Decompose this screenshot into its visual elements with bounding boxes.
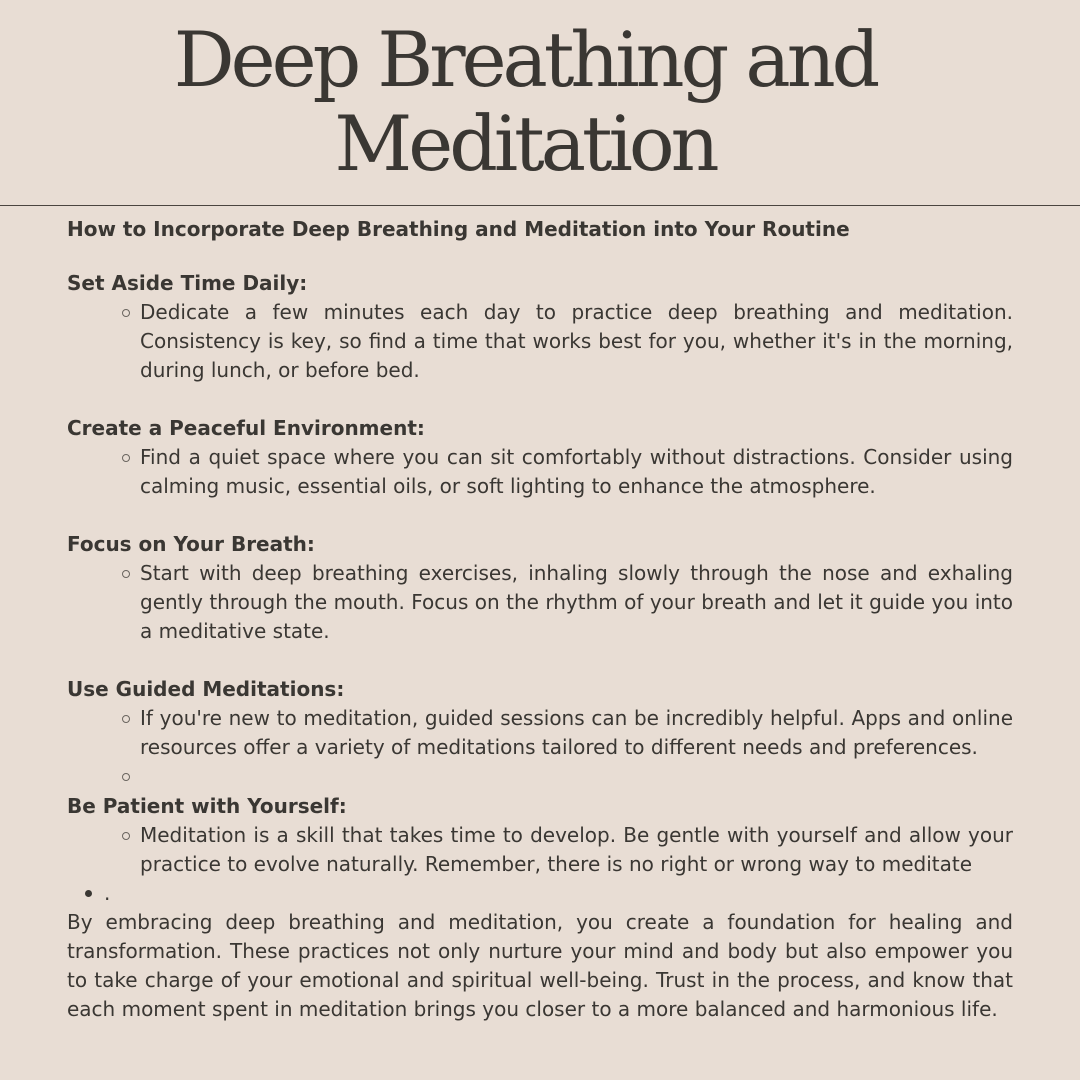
section-focus-breath [67, 529, 1013, 646]
page-title [0, 15, 1050, 188]
list-item-text: Meditation is a skill that takes time to develop. Be gentle with yourself and allow your practice to evolve naturally. Remember, there is no right or wrong way to meditate [140, 823, 1013, 876]
article-body [67, 212, 1013, 1024]
circle-bullet-icon [122, 773, 130, 781]
conclusion-paragraph: By embracing deep breathing and meditation, you create a foundation for healing and transformation. These practices not only nurture your mind and body but also empower you to take charge of your emotional and spiritual well-being. Trust in the process, and know that each moment spent in meditation brings you closer to a more balanced and harmonious life. [67, 910, 1013, 1021]
circle-bullet-icon [122, 309, 130, 317]
circle-bullet-icon [122, 832, 130, 840]
list-item [140, 298, 1013, 385]
section-heading: Set Aside Time Daily: [67, 271, 308, 295]
list-item [140, 559, 1013, 646]
section-list [67, 704, 1013, 791]
list-item [140, 704, 1013, 762]
title-line-1: Deep Breathing and [173, 15, 877, 104]
section-heading: Use Guided Meditations: [67, 677, 345, 701]
title-line-2: Meditation [334, 99, 716, 188]
circle-bullet-icon [122, 715, 130, 723]
section-guided-meditations [67, 674, 1013, 791]
list-item-text: Find a quiet space where you can sit comfortably without distractions. Consider using calming music, essential oils, or soft lighting to enhance the atmosphere. [140, 445, 1013, 498]
section-heading: Focus on Your Breath: [67, 532, 315, 556]
section-list [67, 559, 1013, 646]
list-item [140, 821, 1013, 879]
section-heading: Be Patient with Yourself: [67, 794, 347, 818]
title-divider [0, 205, 1080, 206]
section-list [67, 821, 1013, 879]
section-heading: Create a Peaceful Environment: [67, 416, 425, 440]
list-item-text: Dedicate a few minutes each day to practice deep breathing and meditation. Consistency is key, so find a time that works best for you, whether it's in the morning, during lunch, or before bed. [140, 300, 1013, 382]
list-item-empty [140, 762, 1013, 791]
section-peaceful-environment [67, 413, 1013, 501]
disc-bullet-icon [85, 890, 92, 897]
list-item-text: Start with deep breathing exercises, inhaling slowly through the nose and exhaling gently through the mouth. Focus on the rhythm of your breath and let it guide you into a meditative state. [140, 561, 1013, 643]
circle-bullet-icon [122, 454, 130, 462]
list-item [140, 443, 1013, 501]
list-item-text: If you're new to meditation, guided sessions can be incredibly helpful. Apps and online resources offer a variety of meditations tailored to different needs and preferences. [140, 706, 1013, 759]
intro-heading: How to Incorporate Deep Breathing and Meditation into Your Routine [67, 217, 850, 241]
trailing-bullet-item [67, 879, 1013, 908]
trailing-bullet-text: . [104, 881, 111, 905]
section-be-patient [67, 791, 1013, 879]
section-list [67, 298, 1013, 385]
section-set-aside-time [67, 268, 1013, 385]
circle-bullet-icon [122, 570, 130, 578]
section-list [67, 443, 1013, 501]
